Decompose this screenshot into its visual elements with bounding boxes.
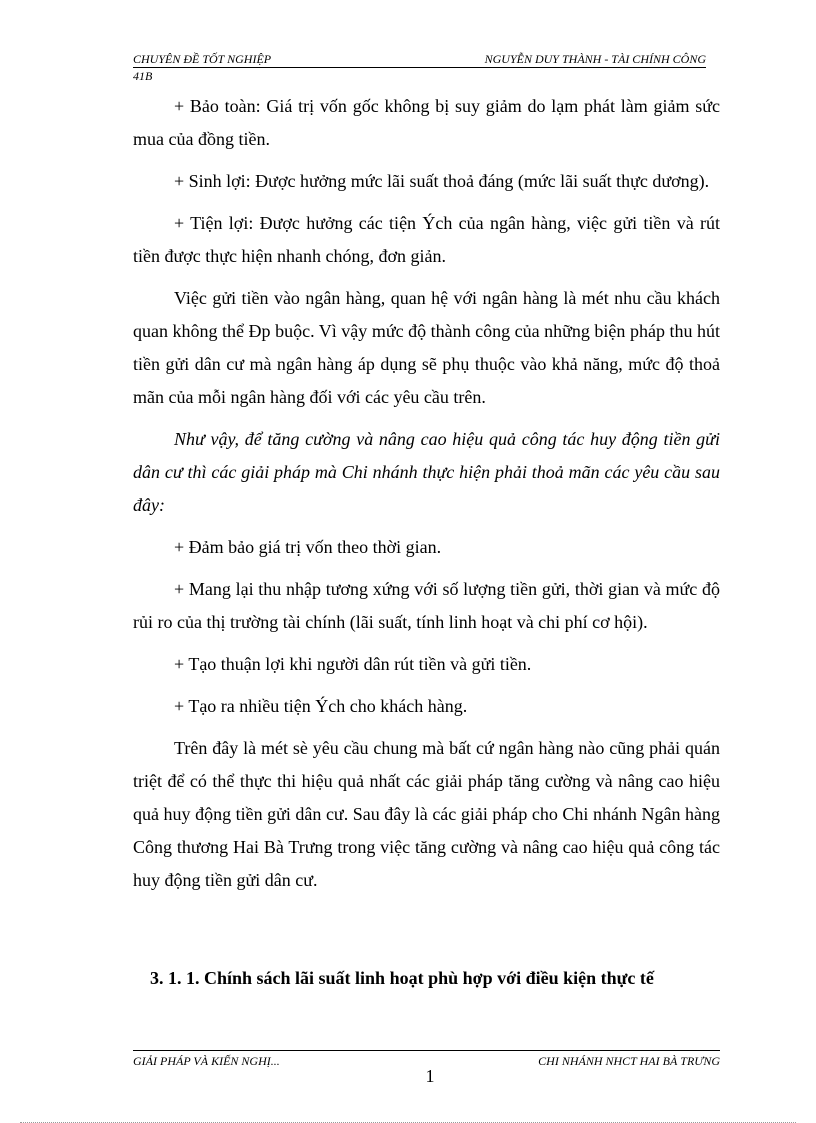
paragraph-nhu-vay: Như vậy, để tăng cường và nâng cao hiệu quả công tác huy động tiền gửi dân cư thì các giải pháp mà Chi nhánh thực hiện phải thoả mãn các yêu cầu sau đây: — [133, 429, 720, 515]
section-heading: 3. 1. 1. Chính sách lãi suất linh hoạt phù hợp với điều kiện thực tế — [150, 968, 654, 988]
header-continuation: 41B — [133, 69, 153, 83]
header-left: CHUYÊN ĐỀ TỐT NGHIỆP — [133, 52, 272, 66]
paragraph-bao-toan: + Bảo toàn: Giá trị vốn gốc không bị suy giảm do lạm phát làm giảm sức mua của đồng tiền. — [133, 96, 720, 149]
footer-left: GIẢI PHÁP VÀ KIẾN NGHỊ... — [133, 1054, 280, 1068]
paragraph-tao-ra: + Tạo ra nhiều tiện Ých cho khách hàng. — [174, 696, 468, 716]
paragraph-tao-thuan-loi: + Tạo thuận lợi khi người dân rút tiền và gửi tiền. — [174, 654, 532, 674]
page-header — [133, 52, 706, 83]
body-text — [133, 90, 720, 906]
paragraph-tien-loi: + Tiện lợi: Được hưởng các tiện Ých của ngân hàng, việc gửi tiền và rút tiền được thực hiện nhanh chóng, đơn giản. — [133, 213, 720, 266]
header-right: NGUYỄN DUY THÀNH - TÀI CHÍNH CÔNG — [484, 52, 706, 66]
header-line — [133, 52, 706, 68]
footer-right: CHI NHÁNH NHCT HAI BÀ TRƯNG — [538, 1054, 720, 1068]
paragraph-mang-lai: + Mang lại thu nhập tương xứng với số lượng tiền gửi, thời gian và mức độ rủi ro của thị trường tài chính (lãi suất, tính linh hoạt và chi phí cơ hội). — [133, 579, 720, 632]
paragraph-dam-bao: + Đảm bảo giá trị vốn theo thời gian. — [174, 537, 442, 557]
paragraph-gui-tien: Việc gửi tiền vào ngân hàng, quan hệ với ngân hàng là mét nhu cầu khách quan không thể Ðp buộc. Vì vậy mức độ thành công của những biện pháp thu hút tiền gửi dân cư mà ngân hàng áp dụng sẽ phụ thuộc vào khả năng, mức độ thoả mãn của mỗi ngân hàng đối với các yêu cầu trên. — [133, 288, 720, 407]
paragraph-tren-day: Trên đây là mét sè yêu cầu chung mà bất cứ ngân hàng nào cũng phải quán triệt để có thể thực thi hiệu quả nhất các giải pháp tăng cường và nâng cao hiệu quả huy động tiền gửi dân cư. Sau đây là các giải pháp cho Chi nhánh Ngân hàng Công thương Hai Bà Trưng trong việc tăng cường và nâng cao hiệu quả công tác huy động tiền gửi dân cư. — [133, 738, 720, 890]
page-number: 1 — [425, 1066, 435, 1086]
paragraph-sinh-loi: + Sinh lợi: Được hưởng mức lãi suất thoả đáng (mức lãi suất thực dương). — [174, 171, 710, 191]
